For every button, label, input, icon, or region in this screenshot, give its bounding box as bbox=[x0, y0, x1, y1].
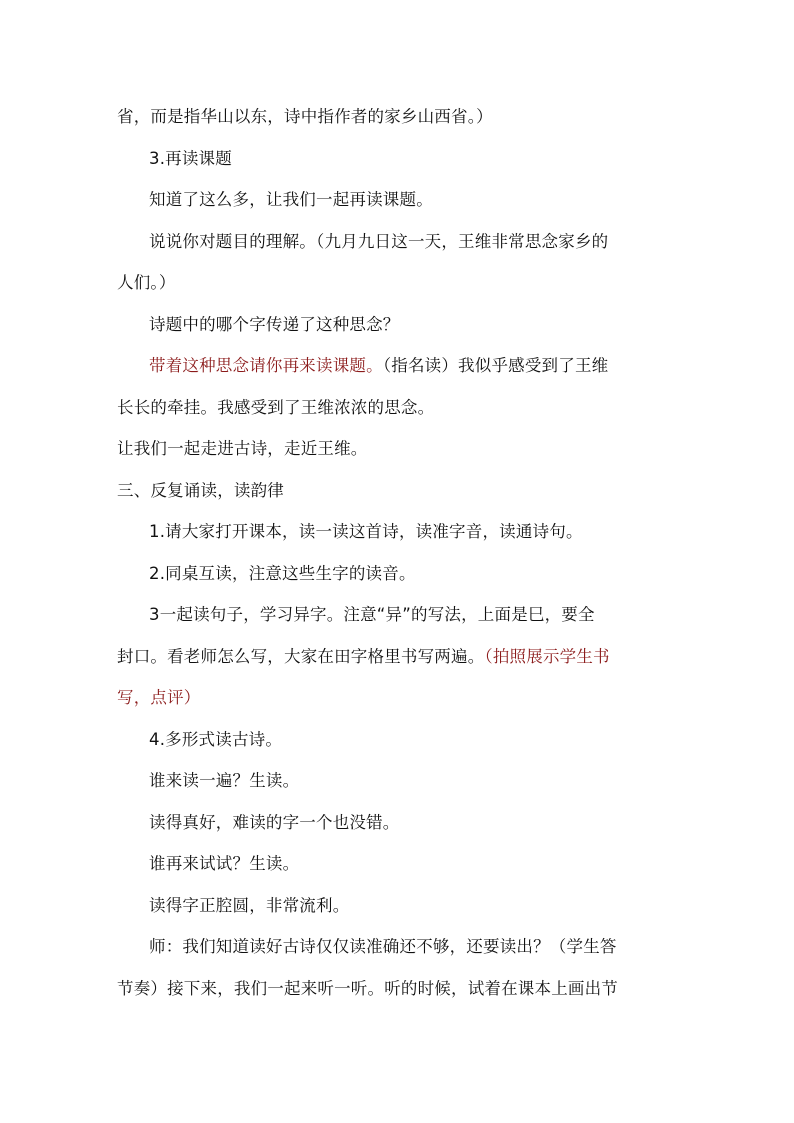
paragraph-line: 知道了这么多，让我们一起再读课题。 bbox=[149, 190, 433, 209]
paragraph-line: 谁来读一遍？生读。 bbox=[149, 771, 300, 790]
paragraph-line: 4.多形式读古诗。 bbox=[149, 730, 283, 749]
paragraph-line: 让我们一起走进古诗，走近王维。 bbox=[117, 439, 368, 458]
paragraph-text: 封口。看老师怎么写，大家在田字格里书写两遍。 bbox=[117, 647, 485, 666]
highlighted-text: 带着这种思念请你再来读课题。 bbox=[149, 356, 383, 375]
paragraph-line: 读得字正腔圆，非常流利。 bbox=[149, 896, 350, 915]
paragraph-line: 2.同桌互读，注意这些生字的读音。 bbox=[149, 564, 416, 583]
paragraph-line: 节奏）接下来，我们一起来听一听。听的时候，试着在课本上画出节 bbox=[117, 979, 618, 998]
paragraph-line-mixed bbox=[149, 351, 719, 381]
paragraph-line: 说说你对题目的理解。（九月九日这一天，王维非常思念家乡的 bbox=[149, 232, 609, 251]
paragraph-line: 诗题中的哪个字传递了这种思念？ bbox=[149, 315, 400, 334]
section-heading-reread-title: 3.再读课题 bbox=[149, 149, 232, 168]
paragraph-line: 省，而是指华山以东，诗中指作者的家乡山西省。） bbox=[117, 107, 493, 126]
section-heading-repeated-reading: 三、反复诵读，读韵律 bbox=[117, 481, 284, 500]
highlighted-text: 写，点评） bbox=[117, 688, 201, 707]
highlighted-text: （拍照展示学生书 bbox=[484, 647, 610, 666]
paragraph-line-mixed bbox=[117, 642, 687, 672]
paragraph-line: 师：我们知道读好古诗仅仅读准确还不够，还要读出？（学生答 bbox=[149, 937, 617, 956]
paragraph-line: 3一起读句子，学习异字。注意“异”的写法，上面是巳，要全 bbox=[149, 605, 595, 624]
paragraph-line: 读得真好，难读的字一个也没错。 bbox=[149, 813, 400, 832]
paragraph-line: 人们。） bbox=[117, 273, 176, 292]
paragraph-line: 谁再来试试？生读。 bbox=[149, 854, 300, 873]
paragraph-line: 1.请大家打开课本，读一读这首诗，读准字音，读通诗句。 bbox=[149, 522, 583, 541]
paragraph-line: 长长的牵挂。我感受到了王维浓浓的思念。 bbox=[117, 398, 435, 417]
paragraph-text: （指名读）我似乎感受到了王维 bbox=[382, 356, 609, 375]
